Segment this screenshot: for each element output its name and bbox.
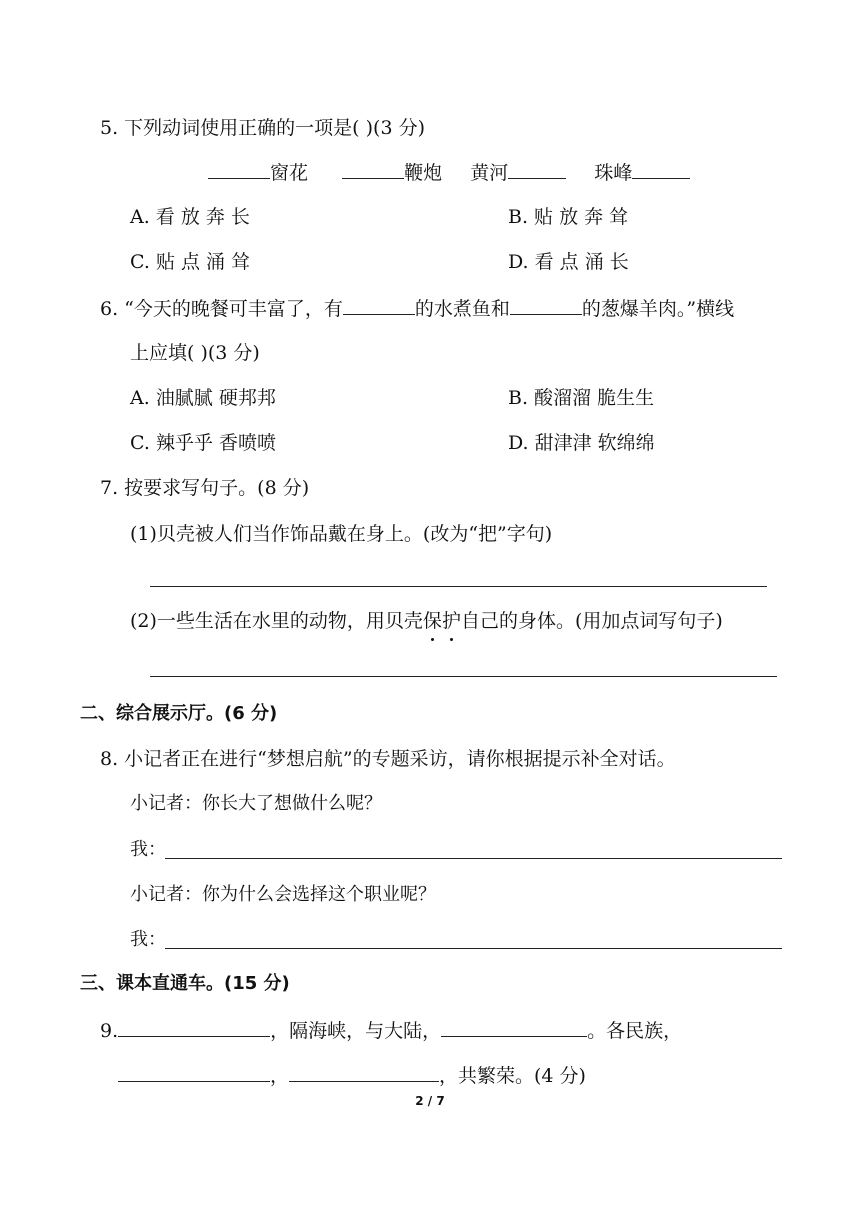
q6-stem-line2: 上应填( )(3 分) [130, 342, 260, 364]
blank[interactable] [508, 158, 566, 179]
q6-option-c[interactable]: C. 辣乎乎 香喷喷 [130, 432, 276, 454]
q5-option-c[interactable]: C. 贴 点 涌 耸 [130, 251, 251, 273]
q5-option-d[interactable]: D. 看 点 涌 长 [508, 251, 629, 273]
section-3-title: 三、课本直通车。(15 分) [80, 973, 290, 994]
q5-phrase3: 黄河 [470, 162, 509, 184]
q9-line-1 [100, 1016, 682, 1045]
q7-dotted-char: 保 [423, 607, 442, 635]
section-2-title: 二、综合展示厅。(6 分) [80, 703, 278, 724]
blank[interactable] [343, 294, 415, 315]
page-number: 2 / 7 [415, 1094, 445, 1108]
q5-stem: 5. 下列动词使用正确的一项是( )(3 分) [100, 117, 425, 139]
blank[interactable] [510, 294, 582, 315]
q7-dotted-char: 护 [442, 607, 461, 635]
me-label-1: 我： [130, 839, 166, 860]
q7-answer-line-2[interactable] [150, 676, 777, 677]
q7-sub2-after: 自己的身体。(用加点词写句子) [460, 610, 723, 632]
q8-answer-line-1[interactable] [165, 858, 782, 859]
q7-sub2-before: (2)一些生活在水里的动物，用贝壳 [130, 610, 423, 632]
q6-option-d[interactable]: D. 甜津津 软绵绵 [508, 432, 655, 454]
q6-stem [100, 294, 734, 323]
q7-answer-line-1[interactable] [150, 586, 767, 587]
q6-stem-part3: 的葱爆羊肉。”横线 [581, 298, 735, 320]
q6-stem-part1: 6. “今天的晚餐可丰富了，有 [100, 298, 343, 320]
q5-phrases [208, 158, 690, 187]
q9-text-2: 。各民族， [587, 1020, 683, 1042]
q5-option-a[interactable]: A. 看 放 奔 长 [130, 206, 250, 228]
blank[interactable] [118, 1061, 270, 1082]
q9-text-4: ，共繁荣。(4 分) [439, 1065, 586, 1087]
reporter-question-2: 小记者：你为什么会选择这个职业呢？ [130, 884, 436, 905]
blank[interactable] [118, 1016, 270, 1037]
blank[interactable] [289, 1061, 439, 1082]
q7-stem: 7. 按要求写句子。(8 分) [100, 477, 310, 499]
me-label-2: 我： [130, 929, 166, 950]
q5-option-b[interactable]: B. 贴 放 奔 耸 [508, 206, 629, 228]
q5-phrase2: 鞭炮 [404, 162, 443, 184]
q5-phrase4: 珠峰 [594, 162, 633, 184]
q9-text-3: ， [270, 1065, 290, 1087]
q9-line-2 [118, 1061, 586, 1090]
blank[interactable] [632, 158, 690, 179]
blank[interactable] [441, 1016, 587, 1037]
q9-number: 9. [100, 1020, 119, 1042]
q7-sub1: (1)贝壳被人们当作饰品戴在身上。(改为“把”字句) [130, 523, 553, 545]
q6-stem-part2: 的水煮鱼和 [414, 298, 510, 320]
q5-phrase1: 窗花 [270, 162, 309, 184]
blank[interactable] [208, 158, 270, 179]
q8-stem: 8. 小记者正在进行“梦想启航”的专题采访，请你根据提示补全对话。 [100, 748, 676, 770]
q9-text-1: ，隔海峡，与大陆， [270, 1020, 442, 1042]
q6-option-a[interactable]: A. 油腻腻 硬邦邦 [130, 387, 276, 409]
blank[interactable] [342, 158, 404, 179]
reporter-question-1: 小记者：你长大了想做什么呢？ [130, 793, 382, 814]
q8-answer-line-2[interactable] [165, 948, 782, 949]
q7-sub2 [130, 607, 723, 635]
q6-option-b[interactable]: B. 酸溜溜 脆生生 [508, 387, 655, 409]
